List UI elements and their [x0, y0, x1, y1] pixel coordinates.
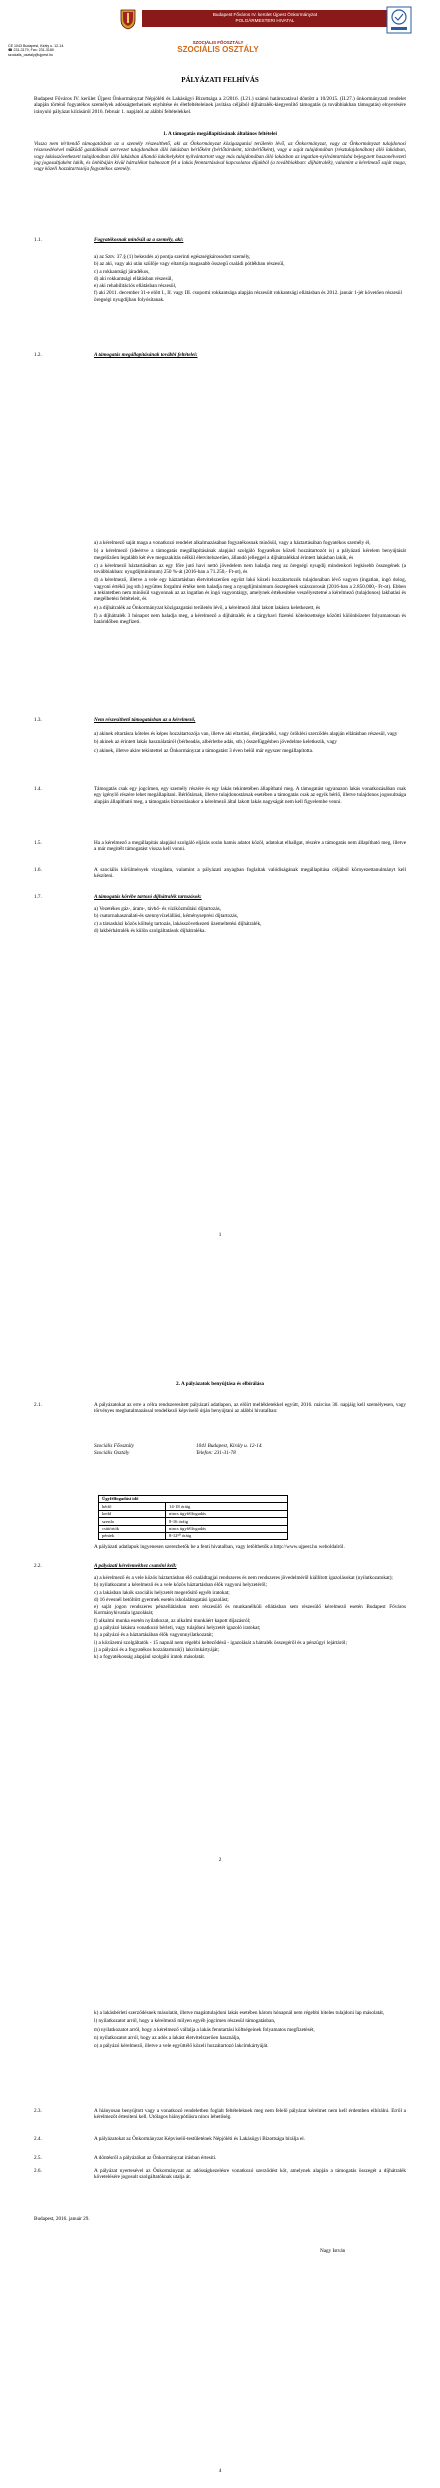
section-1-6-text: A szociális körülmények vizsgálata, valamint a pályázati anyagban foglaltak valódiságának megállapítása céljából környezettanulmányt kell készíteni.: [94, 867, 406, 880]
table-row: [99, 1518, 288, 1525]
section-1-7-title: A támogatás körébe tartozó díjhátralék tartozások:: [94, 894, 202, 900]
time-cell: 14-18 óráig: [166, 1503, 288, 1510]
page-number: 2: [218, 1857, 222, 1863]
coat-of-arms-icon: [119, 8, 137, 30]
list-item: n) nyilatkozatot arról, hogy az adós a lakást életvitelszerűen használja,: [94, 2034, 241, 2041]
iso-certificate-icon: [386, 6, 412, 34]
table-header: Ügyfélfogadási idő: [99, 1496, 288, 1503]
department-logo: [170, 40, 266, 58]
document-date: Budapest, 2016. január 29.: [34, 2216, 90, 2222]
org-office: POLGÁRMESTERI HIVATAL: [235, 18, 295, 23]
list-1-2: [94, 540, 406, 626]
section-2-5-text: A döntésről a pályázókat az Önkormányzat írásban értesíti.: [94, 2155, 217, 2161]
section-2-2-title: A pályázati kérelemekhez csatolni kell:: [94, 1563, 177, 1569]
list-item: b) nyilatkozatot a kérelmező és a vele közös háztartásban élők vagyoni helyzetéről;: [94, 1582, 267, 1589]
section-2-title: 2. A pályázatok benyújtása és elbírálása: [176, 1381, 264, 1387]
signatory-name: Nagy István: [320, 2248, 346, 2254]
office-address: 1041 Budapest, Király u. 12-14.: [196, 1443, 263, 1449]
office-name: Szociális Főosztály: [94, 1443, 134, 1449]
time-cell: nincs ügyfélfogadás: [166, 1525, 288, 1532]
section-1-2-title: A támogatás megállapításának további feltételei:: [94, 352, 198, 358]
list-item: i) a közüzemi szolgáltatók - 15 napnál nem régebbi kelteződésű - igazolását a hátralék összegéről és a pénzügyi lejártáról;: [94, 1639, 347, 1646]
list-item: m) nyilatkozatot arról, hogy a kérelmező vállalja a lakás fenntartási költségeinek folyamatos megfizetését,: [94, 2026, 315, 2033]
list-item: d) lakbérhátralék és külön szolgáltatások díjhátraléka.: [94, 927, 206, 934]
section-2-3-number: 2.3.: [34, 2108, 42, 2114]
list-item: c) a társasházi közös költség tartozás, lakásszövetkezeti üzemeltetési díjhátralék,: [94, 920, 262, 927]
page-break: [0, 430, 440, 431]
time-cell: nincs ügyfélfogadás: [166, 1510, 288, 1517]
time-cell: 8-12³⁰ óráig: [166, 1532, 288, 1539]
list-item: c) a rokkantsági járadékos,: [94, 268, 150, 275]
section-2-1-number: 2.1.: [34, 1402, 42, 1408]
list-2-2-continued: [94, 2010, 406, 2049]
list-item: h) a pályázó és a háztartásában élők vagyonnyilatkozatát;: [94, 1632, 214, 1639]
list-item: d) 16 évesnél betöltött gyermek esetén iskolalátogatási igazolást;: [94, 1596, 229, 1603]
list-item: c) a kérelmező háztartásában az egy főre jutó havi nettó jövedelem nem haladja meg az öregségi nyugdíj mindenkori legkisebb összegének (a továbbiakban: nyugdíjminimum) 250 %-át (2016-ban a 71.250,- Ft-ot), és: [94, 562, 406, 576]
section-1-4-text: Támogatás csak egy jogcímen, egy személy részére és egy lakás tekintetében állapítható meg. A támogatást ugyanazon lakás vonatkozásában csak egy igénylő részére lehet megállapítani. Bérlőtársak, illetve tulajdonostársak esetében a támogatás csak az egyik bérlő, illetve tulajdonos jogosultsága alapján állapítható meg, a támogatás biztosításakor a kérelmező által lakott lakás nagyságát nem kell figyelembe venni.: [94, 786, 406, 805]
section-1-1-number: 1.1.: [34, 237, 42, 243]
list-item: j) a pályázó és a fogyatékos hozzátartozó(i) lakcímkártyáját;: [94, 1646, 220, 1653]
list-item: o) a pályázó kérelmező, illetve a vele együttélő közeli hozzátartozó lakcímkártyáját.: [94, 2043, 269, 2050]
list-item: g) a pályázó lakásra vonatkozó bérleti, vagy tulajdoni helyzetét igazoló iratokat;: [94, 1625, 261, 1632]
list-item: e) aki rehabilitációs ellátásban részesül,: [94, 283, 177, 290]
list-item: l) nyilatkozatot arról, hogy a kérelmező milyen egyéb jogcímen részesül támogatásban,: [94, 2018, 276, 2025]
list-item: a) akinek eltartásra köteles és képes hozzátartozója van, illetve aki eltartási, életjáradéki, vagy öröklési szerződés alapján ellátásban részesül, vagy: [94, 731, 398, 737]
header-address: [8, 44, 118, 57]
list-item: e) a díjhátralék az Önkormányzat közigazgatási területén lévő, a kérelmező által lakott lakásra keletkezett, és: [94, 604, 321, 611]
org-banner: [142, 10, 388, 27]
section-2-6-text: A pályázat nyertesével az Önkormányzat az adósságkezelésre vonatkozó szerződést köt, amelynek alapján a támogatás összegét a díjhátralék követelésére jogosult szolgáltatóknak utalja át.: [94, 2168, 406, 2181]
section-1-4-number: 1.4.: [34, 786, 42, 792]
section-1-title: 1. A támogatás megállapításának általános feltételei: [163, 131, 277, 137]
section-1-3-title: Nem részesíthető támogatásban az a kérelmező,: [94, 717, 196, 723]
section-1-3-number: 1.3.: [34, 717, 42, 723]
list-item: k) a lakásbérleti szerződésnek másolatát, illetve magántulajdoni lakás esetében három hónapnál nem régebbi hiteles tulajdoni lap másolatát,: [94, 2010, 385, 2016]
department-small: SZOCIÁLIS FŐOSZTÁLY: [192, 40, 244, 45]
table-row: [99, 1525, 288, 1532]
list-2-2: [94, 1575, 406, 1661]
list-item: a) a kérelmező saját maga a vonatkozó rendelet alkalmazásában fogyatékosnak minősül, vagy a háztartásában fogyatékos személy él,: [94, 540, 371, 546]
list-item: b) csatornahasználati-és szennyvízelállási, kéményseprési díjtartozás,: [94, 913, 239, 920]
section-2-6-number: 2.6.: [34, 2168, 42, 2174]
email-line: szocialis_osztaly@ujpest.hu: [8, 52, 53, 57]
department-big: SZOCIÁLIS OSZTÁLY: [177, 45, 259, 54]
list-1-7: [94, 906, 406, 934]
list-item: b) akinek az érintett lakás használatáról (bérbeadás, albérletbe adás, stb.) összefüggésben jövedelme keletkezik, vagy: [94, 739, 337, 746]
list-item: f) aki 2011. december 31-e előtt I., II. vagy III. csoportú rokkantsága alapján részesült rokkantsági ellátásban és 2012. január 1-jét követően részesül öregségi nyugdíjban folyósítanak.: [94, 290, 402, 303]
section-2-4-number: 2.4.: [34, 2136, 42, 2142]
office-hours-table: [98, 1495, 288, 1540]
day-cell: csütörtök: [99, 1525, 166, 1532]
page-number: 4: [218, 2468, 222, 2474]
list-item: a) Vezetékes gáz-, áram-, távhő- és víziközműtási díjtartozás,: [94, 906, 221, 912]
section-1-paragraph: Vissza nem térítendő támogatásban az a személy részesíthető, aki az Önkormányzat közigazgatási területén lévő, az Önkormányzat, vagy az Önkormányzat tulajdonosi részesedésével működő gazdálkodó szervezet tulajdonában álló lakásban bérlőként (bérlőtársként, társbérlőként), vagy a saját tulajdonában (résztulajdonában) álló lakásban, vagy lakásszövetkezeti tulajdonában álló lakásban állandó lakóhelyként nyilvántartott vagy más tulajdonában álló lakásban az ingatlan-nyilvántartásba bejegyzett haszonélvezeti jog jogosultjaként lakik, és önhibáján kívül hátralékot halmozott fel a lakás fenntartásával kapcsolatos díjakból (a továbbiakban: díjhátralék), valamint a kérelmező saját maga, vagy közeli hozzátartozója fogyatékos személy.: [34, 141, 406, 173]
list-item: b) a kérelmező (ideértve a támogatás megállapításának alapjául szolgáló fogyatékos közeli hozzátartozót is) a pályázati kérelem benyújtását megelőzően legalább két éve megszakítás nélkül életvitelszerűen, állandó jelleggel a díjhátralékkal érintett lakásban lakik, és: [94, 548, 406, 561]
list-item: b) az aki, vagy aki után szülője vagy eltartója magasabb összegű családi pótlékban részesül,: [94, 261, 285, 268]
letterhead: [0, 0, 440, 70]
intro-paragraph: Budapest Főváros IV. kerület Újpest Önkormányzat Népjóléti és Lakásügyi Bizottsága a 2/2016. (I.21.) számú határozatával döntött a 10/2015. (II.27.) önkormányzati rendelet alapján történő fogyatékos személyek adósságterheinek enyhítése és életfeltételeinek javítása céljából díjhátralék-kiegyenlítő támogatás (a továbbiakban támogatás) elnyerésére irányuló pályázat kiírásáról 2016. február 1. napjától az alábbi feltételekkel.: [34, 96, 406, 115]
day-cell: hétfő: [99, 1503, 166, 1510]
section-1-5-text: Ha a kérelmező a megállapítás alapjául szolgáló eljárás során hamis adatot közöl, adatokat elhallgat, részére a támogatás nem állapítható meg, illetve a már megítélt támogatást vissza kell vonni.: [94, 840, 406, 853]
list-item: a) a kérelmező és a vele közös háztartásban élő családtagjai rendszeres és nem rendszeres jövedelméről kiállított igazolásokat (nyilatkozatokat);: [94, 1575, 393, 1581]
section-1-2-number: 1.2.: [34, 352, 42, 358]
time-cell: 8-16 óráig: [166, 1518, 288, 1525]
section-2-3-text: A hiányosan benyújtott vagy a vonatkozó rendeletben foglalt feltételeknek meg nem felelő pályázat kérelmet nem kell érdemben elbírálni. Erről a kérelmezőt értesíteni kell. Utólagos hiánypótlásra nincs lehetőség.: [94, 2108, 406, 2121]
table-row: [99, 1532, 288, 1539]
forms-availability-text: A pályázati adatlapok ingyenesen szerezhetők be a fenti hivatalban, vagy letölthetők a http://www.ujpest.hu weboldalról.: [94, 1544, 345, 1550]
day-cell: szerda: [99, 1518, 166, 1525]
list-item: d) a kérelmező, illetve a vele egy háztartásban életvitelszerűen együtt lakó közeli hozzátartozók tulajdonában lévő vagyon (ingatlan, ingó dolog, vagyoni értékű jog stb.) együttes forgalmi értéke nem haladja meg a nyugdíjminimum összegének százszorosát (2016-ban a 2.850.000,- Ft-ot). Ebben a tekintetben nem minősül vagyonnak az az ingatlan és ingó vagyontárgy, amelynek értékesítése veszélyeztetné a kérelmező (tulajdonos) lakhatási és megélhetési feltételeit, és: [94, 577, 406, 603]
section-1-5-number: 1.5.: [34, 840, 42, 846]
list-item: c) akinek, illetve akire tekintettel az Önkormányzat a támogatást 3 éven belül már egyszer megállapította.: [94, 747, 314, 754]
list-item: f) a díjhátralék 3 hónapot nem haladja meg, a kérelmező a díjhátralék és a tárgyhavi fizetési kötelezettsége közötti különbözetet folyamatosan és határidőben megfizeti.: [94, 612, 406, 626]
page-number: 1: [218, 1232, 222, 1238]
table-row: [99, 1503, 288, 1510]
address-line: CE 1043 Budapest, Király u. 12-14.: [8, 44, 65, 48]
day-cell: kedd: [99, 1510, 166, 1517]
section-2-5-number: 2.5.: [34, 2155, 42, 2161]
org-name: Budapest Főváros IV. kerület Újpest Önkormányzat: [212, 12, 318, 17]
table-row: [99, 1510, 288, 1517]
list-1-1: [94, 254, 406, 303]
section-2-4-text: A pályázatokat az Önkormányzat Képviselő-testületének Népjóléti és Lakásügyi Bizottsága bírálja el.: [94, 2136, 306, 2142]
list-item: a) az Sztv. 37.§ (1) bekezdés a) pontja szerinti egészségkárosodott személy,: [94, 254, 251, 260]
list-item: e) saját jogon rendszeres pénzellátásban nem részesülő és munkanélküli ellátásban sem részesülő kérelmező esetén Budapest Főváros Kormányhivatala igazolását;: [94, 1604, 406, 1617]
list-item: c) a lakásban lakók szociális helyzetét megerősítő egyéb iratokat;: [94, 1589, 230, 1596]
office-department: Szociális Osztály: [94, 1450, 130, 1456]
section-2-1-text: A pályázatokat az erre a célra rendszeresített pályázati adatlapon, az előírt mellékletekkel együtt, 2016. március 30. napjáig kell személyesen, vagy törvényes meghatalmazással rendelkező képviselő útján benyújtani az alábbi hivatalban:: [94, 1402, 406, 1415]
list-item: f) alkalmi munka esetén nyilatkozat, az alkalmi munkáért kapott díjazásról;: [94, 1617, 251, 1624]
section-1-1-title: Fogyatékosnak minősül az a személy, aki:: [94, 237, 184, 243]
day-cell: péntek: [99, 1532, 166, 1539]
office-phone: Telefon: 231-31-78: [196, 1450, 236, 1456]
list-1-3: [94, 731, 406, 754]
section-1-7-number: 1.7.: [34, 894, 42, 900]
list-item: k) a fogyatékosság alapjául szolgáló iratok másolatát.: [94, 1654, 206, 1661]
section-1-6-number: 1.6.: [34, 867, 42, 873]
section-2-2-number: 2.2.: [34, 1563, 42, 1569]
document-title: PÁLYÁZATI FELHÍVÁS: [181, 76, 259, 84]
list-item: d) aki rokkantsági ellátásban részesül,: [94, 275, 173, 282]
phone-line: ☎ 231-3179, Fax: 231-3180: [8, 48, 54, 53]
